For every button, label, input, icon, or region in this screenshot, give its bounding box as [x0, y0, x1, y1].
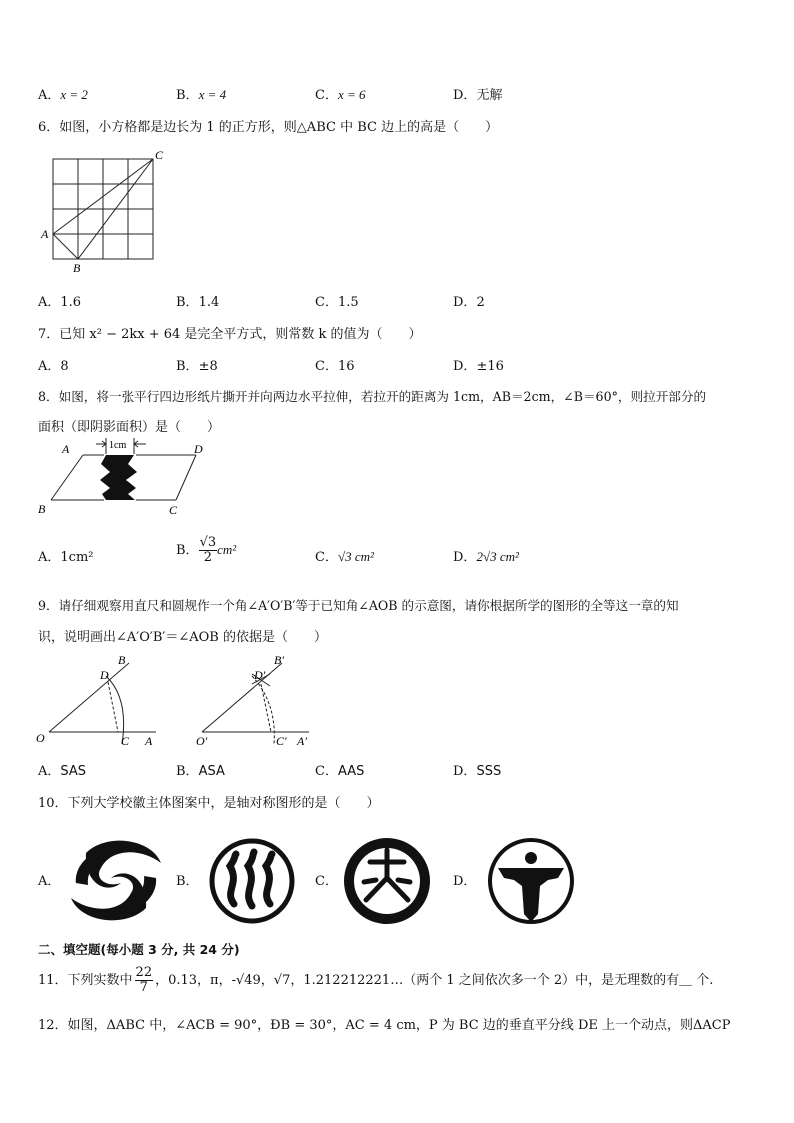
q9-label-c: C	[121, 734, 130, 748]
q8-stem-line2: 面积（即阴影面积）是（ ）	[38, 420, 221, 435]
q6-stem: 6．如图，小方格都是边长为 1 的正方形，则△ABC 中 BC 边上的高是（ ）	[38, 120, 499, 135]
q9-option-c: C．AAS	[315, 764, 365, 779]
q10-letter-c: C．	[315, 874, 338, 889]
q5-option-d: D．无解	[453, 88, 503, 103]
q9-option-a: A．SAS	[38, 764, 87, 779]
q5-option-b: B．x = 4	[176, 87, 227, 103]
q9-label-a-prime: A′	[297, 734, 307, 748]
q10-emblem-d	[484, 834, 578, 928]
q9-label-c-prime: C′	[276, 734, 287, 748]
q9-label-o: O	[36, 731, 45, 745]
q10-letter-d: D．	[453, 874, 477, 889]
q11-stem: 11．下列实数中 $\frac{22}{7}$ ，0.13，π，-√49，√7，1.212212221…（两个 1 之间依次多一个 2）中，是无理数的有＿ 个.	[38, 965, 714, 995]
q10-stem: 10．下列大学校徽主体图案中，是轴对称图形的是（ ）	[38, 796, 380, 811]
q9-label-o-prime: O′	[196, 734, 208, 748]
q9-label-d: D	[100, 668, 109, 682]
q10-emblem-c	[340, 834, 434, 928]
q7-stem: 7．已知 x² − 2kx + 64 是完全平方式，则常数 k 的值为（ ）	[38, 327, 422, 342]
q8-option-a: A．1cm²	[38, 550, 94, 565]
q6-option-c: C．1.5	[315, 295, 359, 310]
q6-grid-figure	[38, 146, 168, 274]
q8-label-c: C	[169, 503, 178, 517]
q9-label-d-prime: D′	[254, 668, 266, 682]
q6-label-a: A	[41, 227, 49, 241]
q9-stem-line2: 识，说明画出∠A′O′B′＝∠AOB 的依据是（ ）	[38, 630, 327, 645]
q10-letter-b: B．	[176, 874, 199, 889]
q12-stem: 12．如图，ΔABC 中，∠ACB = 90°，ÐB = 30°，AC = 4 cm，P 为 BC 边的垂直平分线 DE 上一个动点，则ΔACP	[38, 1018, 731, 1033]
q8-label-a: A	[62, 442, 70, 456]
q8-label-gap: 1cm	[109, 440, 127, 451]
q9-label-b-prime: B′	[274, 653, 284, 667]
q7-option-b: B．±8	[176, 359, 218, 374]
q7-option-c: C．16	[315, 359, 355, 374]
q6-option-a: A．1.6	[38, 295, 82, 310]
q5-option-c: C．x = 6	[315, 87, 366, 103]
q8-parallelogram-figure	[36, 436, 216, 520]
q6-option-d: D．2	[453, 295, 485, 310]
q6-option-b: B．1.4	[176, 295, 220, 310]
q9-construction-figure	[34, 648, 324, 752]
q10-emblem-b	[206, 836, 298, 926]
q9-option-d: D．SSS	[453, 764, 502, 779]
q10-letter-a: A．	[38, 874, 61, 889]
q8-label-b: B	[38, 502, 46, 516]
q6-label-c: C	[155, 148, 164, 162]
q6-label-b: B	[73, 261, 81, 274]
q7-option-a: A．8	[38, 359, 69, 374]
q8-stem-line1: 8．如图，将一张平行四边形纸片撕开并向两边水平拉伸，若拉开的距离为 1cm，AB＝2cm，∠B＝60°，则拉开部分的	[38, 389, 707, 404]
q10-emblem-a	[66, 833, 166, 929]
q9-option-b: B．ASA	[176, 764, 225, 779]
q9-label-b: B	[118, 653, 126, 667]
q8-option-b: B． $\frac{√3}{2}$ cm²	[176, 535, 237, 565]
q9-label-a: A	[145, 734, 153, 748]
section-2-title: 二、填空题(每小题 3 分, 共 24 分)	[38, 942, 240, 957]
q8-option-d: D．2√3 cm²	[453, 549, 519, 565]
q5-option-a: A．x = 2	[38, 87, 88, 103]
q8-option-c: C．√3 cm²	[315, 549, 374, 565]
q7-option-d: D．±16	[453, 359, 504, 374]
q9-stem-line1: 9．请仔细观察用直尺和圆规作一个角∠A′O′B′等于已知角∠AOB 的示意图，请你根据所学的图形的全等这一章的知	[38, 598, 679, 613]
q8-label-d: D	[194, 442, 203, 456]
